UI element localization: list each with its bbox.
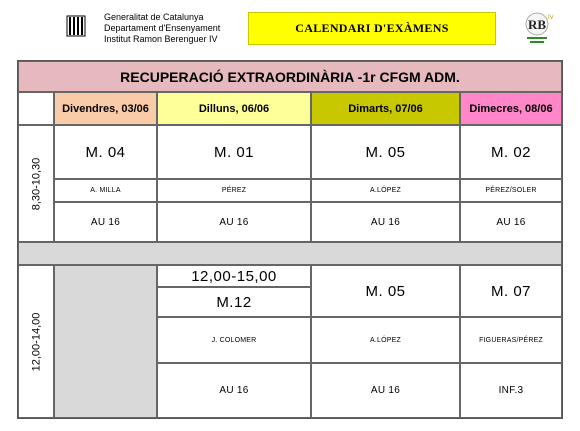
exam-room: AU 16 (460, 202, 562, 242)
generalitat-logo-icon (66, 14, 86, 38)
exam-module: M. 07 (460, 265, 562, 317)
exam-room: INF.3 (460, 363, 562, 418)
exam-teacher: A.LÓPEZ (311, 179, 460, 202)
exam-room: AU 16 (311, 363, 460, 418)
institution-line: Departament d'Ensenyament (104, 23, 221, 33)
day-header-dilluns: Dilluns, 06/06 (157, 92, 311, 125)
school-logo-icon (521, 10, 553, 46)
exam-module: M. 05 (311, 265, 460, 317)
empty-slot (54, 265, 157, 418)
exam-room: AU 16 (311, 202, 460, 242)
time-slot-label: 12,00-14,00 (30, 312, 42, 371)
corner-cell (18, 92, 54, 125)
exam-teacher: PÉREZ (157, 179, 311, 202)
time-slot-morning (18, 125, 54, 242)
exam-room: AU 16 (157, 202, 311, 242)
exam-room: AU 16 (157, 363, 311, 418)
institution-line: Generalitat de Catalunya (104, 12, 204, 22)
exam-time-override: 12,00-15,00 (157, 265, 311, 287)
exam-teacher: FIGUERAS/PÉREZ (460, 317, 562, 363)
day-header-dimarts: Dimarts, 07/06 (311, 92, 460, 125)
time-slot-label: 8,30-10,30 (30, 157, 43, 210)
exam-teacher: PÉREZ/SOLER (460, 179, 562, 202)
schedule-banner: RECUPERACIÓ EXTRAORDINÀRIA -1r CFGM ADM. (18, 61, 562, 92)
exam-module: M. 05 (311, 125, 460, 179)
svg-text:IV: IV (548, 15, 554, 21)
day-header-dimecres: Dimecres, 08/06 (460, 92, 562, 125)
svg-text:RB: RB (527, 17, 547, 32)
exam-room: AU 16 (54, 202, 157, 242)
institution-name (104, 12, 220, 45)
separator-row (18, 242, 562, 265)
exam-module: M. 01 (157, 125, 311, 179)
exam-schedule-table (17, 60, 563, 419)
exam-module: M. 02 (460, 125, 562, 179)
exam-teacher: A. MILLA (54, 179, 157, 202)
time-slot-afternoon (18, 265, 54, 418)
day-header-divendres: Divendres, 03/06 (54, 92, 157, 125)
exam-teacher: A.LÓPEZ (311, 317, 460, 363)
exam-module: M.12 (157, 287, 311, 317)
exam-module: M. 04 (54, 125, 157, 179)
exam-teacher: J. COLOMER (157, 317, 311, 363)
page-title: CALENDARI D'EXÀMENS (248, 12, 496, 45)
institution-line: Institut Ramon Berenguer IV (104, 34, 218, 44)
